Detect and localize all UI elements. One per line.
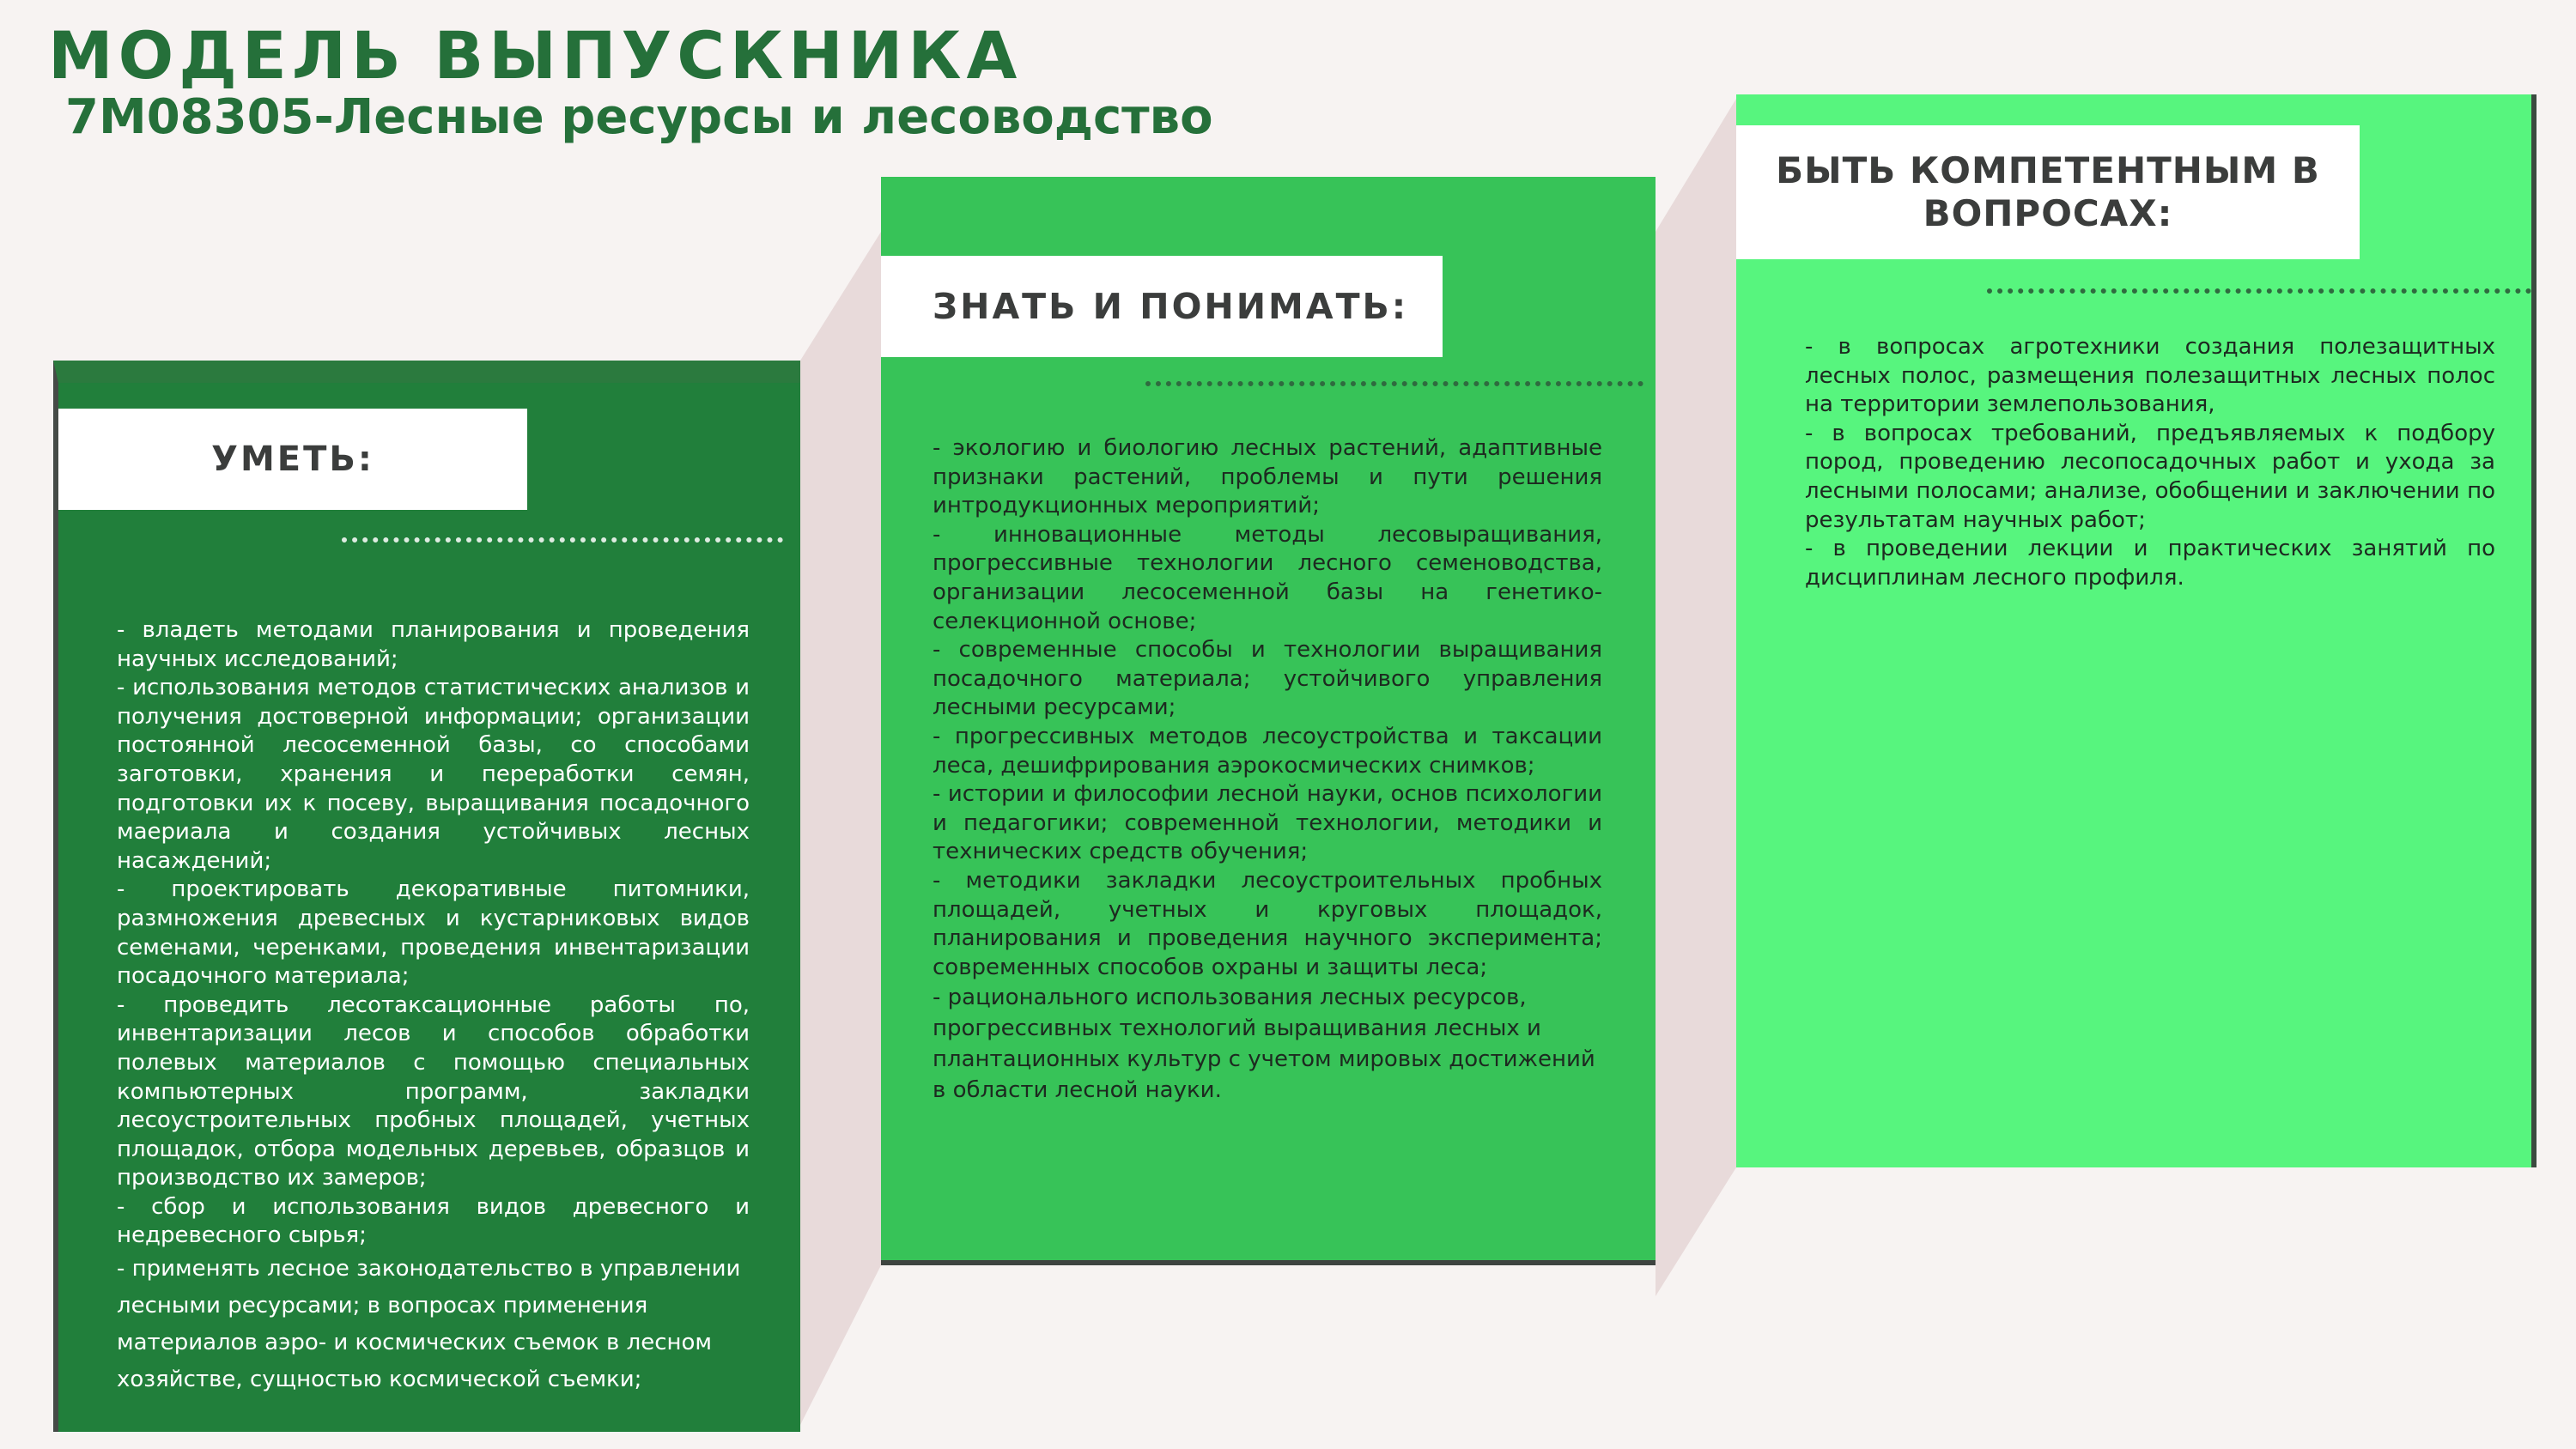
connector-left bbox=[800, 232, 881, 1425]
skills-text bbox=[117, 616, 750, 1398]
knowledge-text bbox=[933, 434, 1602, 1106]
panel-competence bbox=[1736, 94, 2537, 1167]
page-title: МОДЕЛЬ ВЫПУСКНИКА bbox=[48, 17, 1023, 94]
program-subtitle: 7М08305-Лесные ресурсы и лесоводство bbox=[65, 89, 1213, 145]
skills-heading: УМЕТЬ: bbox=[58, 409, 527, 510]
competence-text bbox=[1805, 333, 2495, 592]
skills-list-tail: - применять лесное законодательство в управлении лесными ресурсами; в вопросах применения материалов аэро- и космических съемок в лесном хозяйстве, сущностью космической съемки; bbox=[117, 1256, 741, 1393]
competence-heading: БЫТЬ КОМПЕТЕНТНЫМ В ВОПРОСАХ: bbox=[1736, 125, 2360, 259]
dotted-divider bbox=[342, 537, 783, 543]
connector-right bbox=[1656, 99, 1736, 1296]
knowledge-list: - экологию и биологию лесных растений, адаптивные признаки растений, проблемы и пути решения интродукционных мероприятий; - инновационные методы лесовыращивания, прогрессивные технологии лесного семеноводства, организации лесосеменной базы на генетико-селекционной основе; - современные способы и технологии выращивания посадочного материала; устойчивого управления лесными ресурсами; - прогрессивных методов лесоустройства и таксации леса, дешифрирования аэрокосмических снимков; - истории и философии лесной науки, основ психологии и педагогики; современной технологии, методики и технических средств обучения; - методики закладки лесоустроительных пробных площадей, учетных и круговых площадок, планирования и проведения научного эксперимента; современных способов охраны и защиты леса; bbox=[933, 435, 1602, 980]
dotted-divider bbox=[1987, 288, 2531, 294]
skills-list: - владеть методами планирования и проведения научных исследований; - использования методов статистических анализов и получения достоверной информации; организации постоянной лесосеменной базы, со способами заготовки, хранения и переработки семян, подготовки их к посеву, выращивания посадочного маериала и создания устойчивых лесных насаждений; - проектировать декоративные питомники, размножения древесных и кустарниковых видов семенами, черенками, проведения инвентаризации посадочного материала; - проведить лесотаксационные работы по, инвентаризации лесов и способов обработки полевых материалов с помощью специальных компьютерных программ, закладки лесоустроительных пробных площадей, учетных площадок, отбора модельных деревьев, образцов и производство их замеров; - сбор и использования видов древесного и недревесного сырья; bbox=[117, 617, 750, 1249]
competence-list: - в вопросах агротехники создания полезащитных лесных полос, размещения полезащитных лесных полос на территории землепользования, - в вопросах требований, предъявляемых к подбору пород, проведению лесопосадочных работ и ухода за лесными полосами; анализе, обобщении и заключении по результатам научных работ; - в проведении лекции и практических занятий по дисциплинам лесного профиля. bbox=[1805, 334, 2495, 591]
dotted-divider bbox=[1145, 381, 1643, 386]
panel-skills bbox=[53, 361, 800, 1432]
knowledge-list-tail: - рационального использования лесных ресурсов, прогрессивных технологий выращивания лесных и плантационных культур с учетом мировых достижений в области лесной науки. bbox=[933, 985, 1595, 1104]
panel-knowledge bbox=[881, 177, 1656, 1265]
knowledge-heading: ЗНАТЬ И ПОНИМАТЬ: bbox=[881, 256, 1443, 357]
